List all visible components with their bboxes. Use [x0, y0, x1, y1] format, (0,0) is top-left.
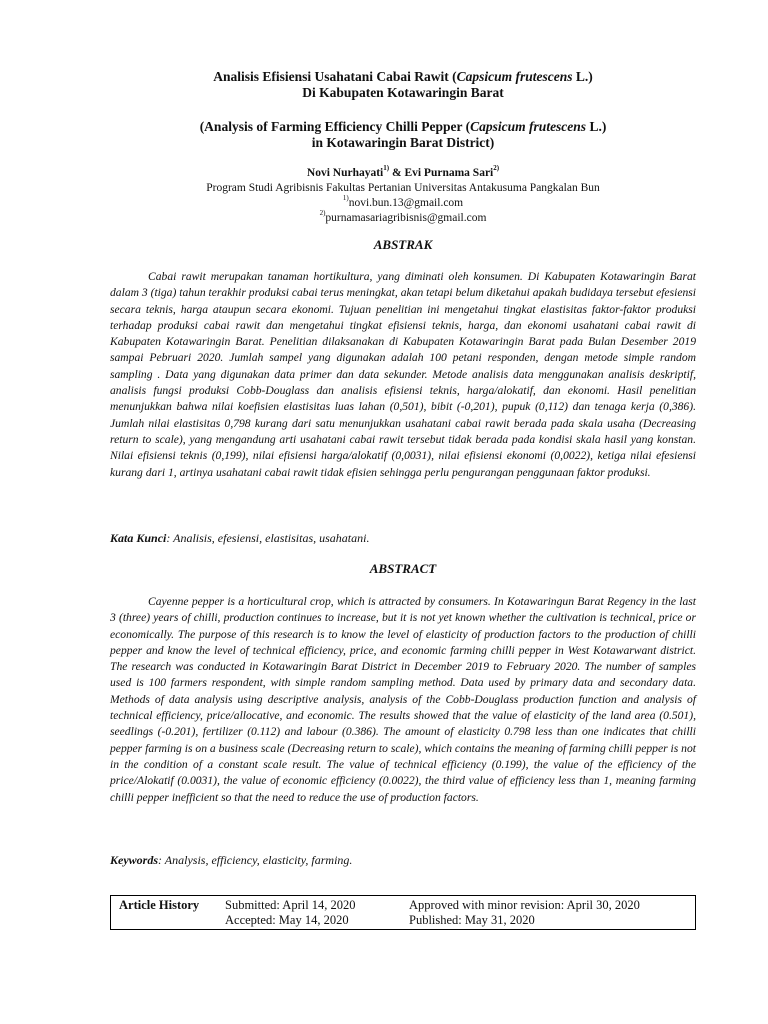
title-id-species: Capsicum frutescens: [456, 69, 573, 84]
abstract-heading: ABSTRACT: [369, 561, 437, 576]
abstrak-text: Cabai rawit merupakan tanaman hortikultura, yang diminati oleh konsumen. Di Kabupaten Kotawaringin Barat dalam 3 (tiga) tahun terakhir produksi cabai terus meningkat, akan tetapi belum diketahui apakah budidaya tersebut efesiensi secara teknis, harga ataupun secara ekonomi. Tujuan penelitian ini mengetahui tingkat elastisitas faktor-faktor produksi terhadap produksi cabai rawit dan mengetahui tingkat efisiensi teknis, harga, dan ekonomi usahatani cabai rawit di Kabupaten Kotawaringin Barat. Penelitian dilaksanakan di Kabupaten Kotawaringin Barat pada Bulan Desember 2019 sampai Pebruari 2020. Jumlah sampel yang digunakan adalah 100 petani responden, dengan metode simple random sampling . Data yang digunakan data primer dan data sekunder. Metode analisis data menggunakan analisis deskriptif, analisis fungsi produksi Cobb-Douglass dan analisis efisiensi teknis, harga/alokatif, dan ekonomi. Hasil penelitian menunjukkan bahwa nilai koefisien elastisitas luas lahan (0,501), bibit (-0,201), pupuk (0,112) dan tenaga kerja (0,386). Jumlah nilai elastisitas 0,798 kurang dari satu menunjukkan usahatani cabai rawit berada pada skala usaha (Decreasing return to scale), yang mengandung arti usahatani cabai rawit tersebut tidak berada pada kondisi skala hasil yang konstan. Nilai efisiensi teknis (0,199), nilai efisiensi harga/alokatif (0,0031), nilai efisiensi ekonomi (0,0022), ketiga nilai efesiensi kurang dari 1, artinya usahatani cabai rawit tidak efisien sehingga perlu pengurangan penggunaan faktor produksi.: [110, 270, 696, 479]
published-date: Published: May 31, 2020: [409, 913, 535, 927]
keywords-label: Keywords: [110, 853, 158, 867]
kata-kunci: [110, 531, 696, 546]
author-names: Novi Nurhayati$^{1)}$ & Evi Purnama Sari$^{2)}$: [306, 164, 500, 179]
title-indonesian: [110, 69, 696, 101]
article-history-label: Article History: [119, 898, 200, 912]
article-history-box: [110, 895, 696, 930]
title-id-line2: Di Kabupaten Kotawaringin Barat: [302, 85, 504, 100]
keywords-value: : Analysis, efficiency, elasticity, farming.: [158, 853, 353, 867]
email-1: $^{1)}$novi.bun.13@gmail.com: [342, 194, 464, 209]
approved-date: Approved with minor revision: April 30, 2020: [409, 898, 640, 912]
email-2: $^{2)}$purnamasariagribisnis@gmail.com: [319, 209, 487, 224]
author-block: [110, 166, 696, 226]
title-en-line1: (Analysis of Farming Efficiency Chilli Pepper (Capsicum frutescens L.): [199, 119, 607, 134]
article-history-col1: [225, 898, 356, 928]
submitted-date: Submitted: April 14, 2020: [225, 898, 356, 912]
abstrak-heading: ABSTRAK: [373, 237, 433, 252]
abstract-text: Cayenne pepper is a horticultural crop, which is attracted by consumers. In Kotawaringun Barat Regency in the last 3 (three) years of chilli, production continues to increase, but it is not yet known whether the cultivation is technical, price or economically. The purpose of this research is to know the level of elasticity of production factors to the production of chilli pepper and know the level of technical efficiency, price, and economic farming chilli pepper in West Kotawarwant district. The research was conducted in Kotawaringin Barat District in December 2019 to February 2020. The number of samples used is 100 farmers respondent, with simple random sampling method. Data used by primary data and secondary data. Methods of data analysis using descriptive analysis, analysis of the Cobb-Douglass production function and analysis of technical efficiency, price/allocative, and economic. The results showed that the value of elasticity of the land area (0.501), seedlings (-0.201), fertilizer (0.112) and labour (0.386). The amount of elasticity 0.798 less than one indicates that chilli pepper farming is on a business scale (Decreasing return to scale), which contains the meaning of farming chilli pepper is not in the condition of a constant scale result. The value of technical efficiency (0.199), the value of the efficiency of the price/Alokatif (0.0031), the value of economic efficiency (0.0022), the third value of efficiency less than 1, meaning farming chilli pepper inefficient so that the need to reduce the use of production factors.: [110, 595, 696, 804]
title-en-species: Capsicum frutescens: [470, 119, 587, 134]
title-english: [110, 119, 696, 151]
affiliation: Program Studi Agribisnis Fakultas Pertanian Universitas Antakusuma Pangkalan Bun: [206, 182, 600, 194]
kata-kunci-value: : Analisis, efesiensi, elastisitas, usahatani.: [166, 531, 370, 545]
article-history-col2: [409, 898, 640, 928]
title-id-line1: Analisis Efisiensi Usahatani Cabai Rawit (Capsicum frutescens L.): [213, 69, 593, 84]
accepted-date: Accepted: May 14, 2020: [225, 913, 349, 927]
title-en-line2: in Kotawaringin Barat District): [311, 135, 495, 150]
keywords: [110, 853, 696, 868]
kata-kunci-label: Kata Kunci: [110, 531, 167, 545]
